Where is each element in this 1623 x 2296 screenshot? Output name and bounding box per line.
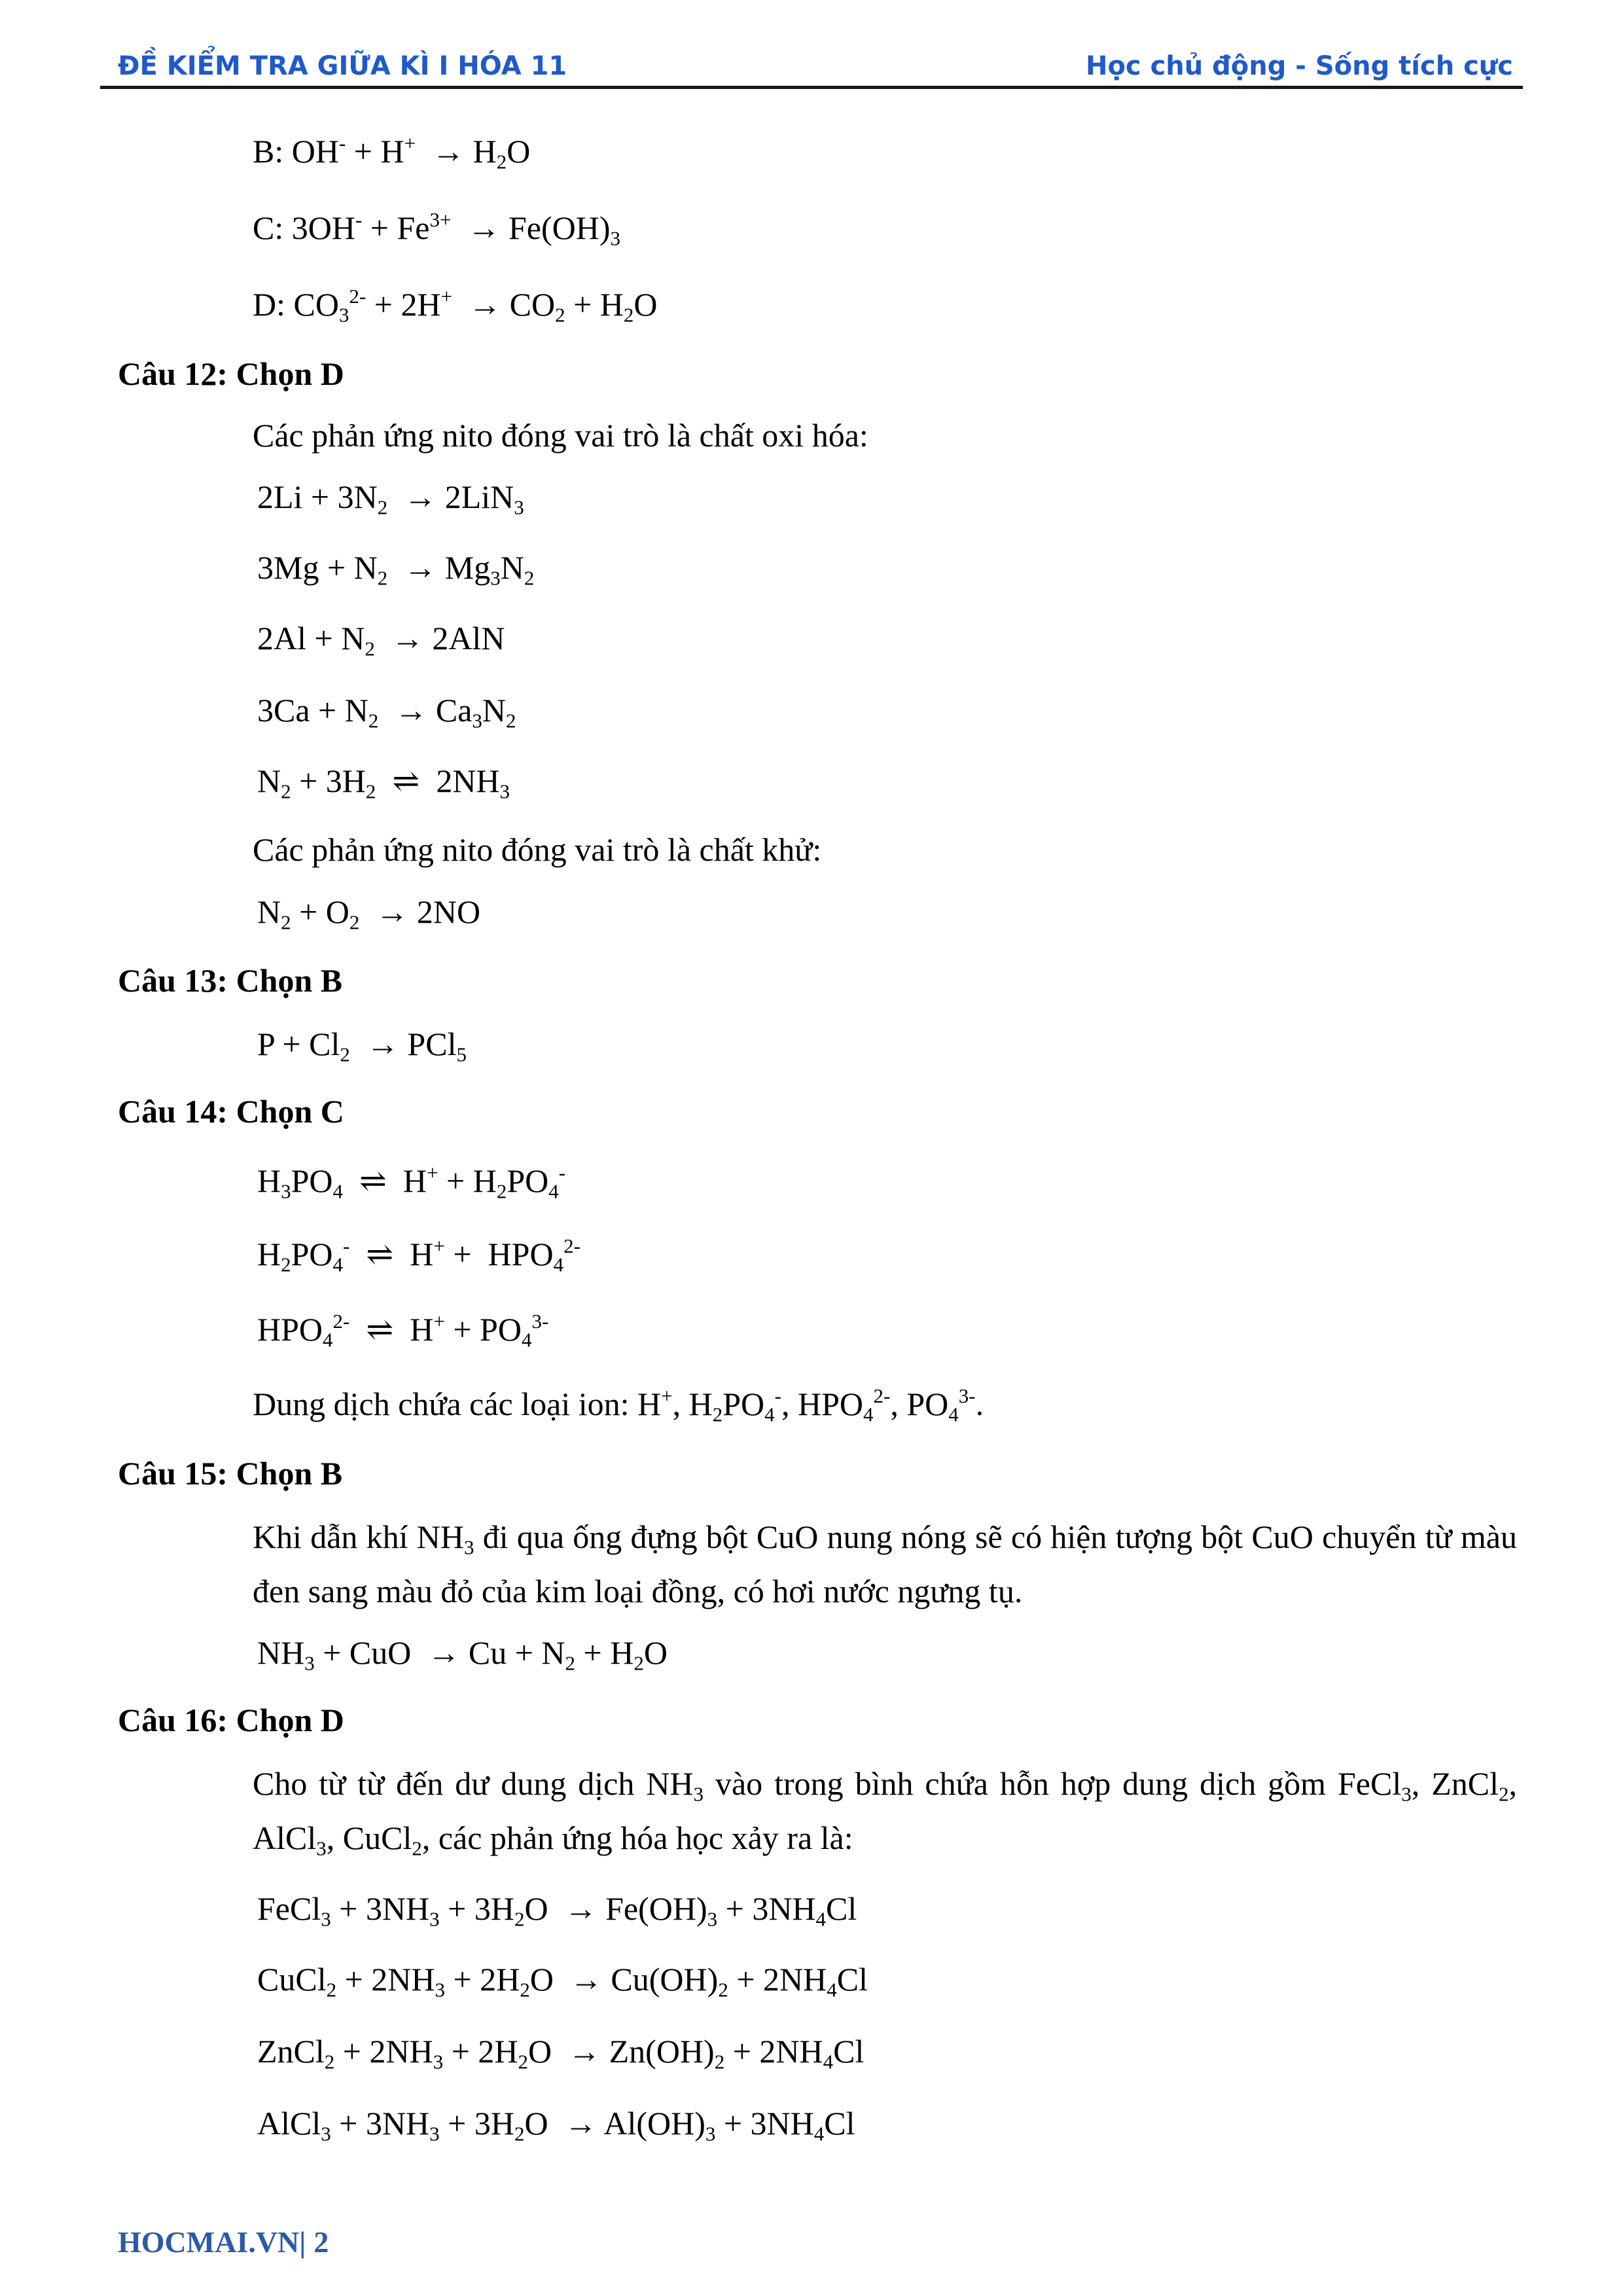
subscript: 3 [463,1535,474,1559]
subscript: 4 [827,1978,837,2001]
question-16-heading: Câu 16: Chọn D [118,1702,344,1738]
superscript: 3- [958,1384,976,1407]
subscript: 2 [368,709,379,732]
formula-text: NH [257,1634,305,1671]
chemical-equation [257,1231,580,1277]
subscript: 2 [281,910,291,934]
superscript: + [440,284,453,308]
footer-separator: | [299,2225,306,2259]
subscript: 2 [365,637,375,660]
subscript: 3 [472,709,482,732]
chemical-equation [257,2028,864,2074]
formula-text: P + Cl [257,1026,340,1062]
formula-text: vào trong bình chứa hỗn hợp dung dịch gồm FeCl [704,1765,1402,1802]
subscript: 3 [321,2122,331,2145]
chemical-equation [257,474,524,520]
chemical-equation [257,1886,857,1931]
question-12-heading: Câu 12: Chọn D [118,355,344,392]
subscript: 4 [823,2050,834,2073]
formula-text: O → Cu(OH) [529,1961,719,1998]
subscript: 2 [520,1978,530,2001]
subscript: 3 [707,1907,718,1931]
formula-text: + 2H [366,286,441,323]
superscript: - [774,1384,781,1407]
option-d-equation [253,281,657,327]
formula-text: N [482,692,507,728]
formula-text: + 2NH [334,2033,433,2070]
subscript: 3 [321,1907,331,1931]
explanation-line-text [253,1761,1517,1806]
superscript: 2- [349,284,366,308]
explanation-line [253,1761,1517,1806]
formula-text: → Fe(OH) [451,209,611,246]
chemical-equation [257,889,480,935]
subscript: 2 [340,1043,350,1066]
superscript: + [433,1234,445,1257]
formula-text: N [500,549,524,586]
superscript: 2- [563,1234,580,1257]
subscript: 3 [435,1978,446,2001]
subscript: 2 [365,780,376,803]
subscript: 4 [548,1179,559,1203]
formula-text: + 3NH [330,2105,430,2142]
ion-summary-text [253,1381,984,1427]
subscript: 2 [281,1253,291,1276]
formula-text: + 2NH [336,1961,435,1998]
formula-text: + 3H [439,2105,514,2142]
subscript: 3 [1401,1782,1412,1806]
formula-text: , CuCl [326,1820,412,1856]
subscript: 2 [514,1907,525,1931]
subscript: 2 [281,780,291,803]
question-15-heading: Câu 15: Chọn B [118,1455,343,1492]
formula-text: + O [291,893,349,930]
formula-text: đi qua ống đựng bột CuO nung nóng sẽ có hiện tượng bột CuO chuyển từ màu [474,1518,1517,1555]
formula-text: + 2H [445,1961,520,1998]
subscript: 2 [514,2122,525,2145]
formula-text: PO [291,1162,333,1199]
formula-text: O → Al(OH) [524,2105,705,2142]
subscript: 2 [718,1978,728,2001]
subscript: 3 [705,2122,716,2145]
formula-text: 3Ca + N [257,692,368,728]
formula-text: PO [507,1162,549,1199]
subscript: 2 [326,1978,337,2001]
formula-text: Khi dẫn khí NH [253,1518,464,1555]
explanation-line [253,1514,1517,1560]
subscript: 2 [714,2050,725,2073]
formula-text: → Ca [378,692,473,728]
formula-text: C: 3OH [253,209,355,246]
subscript: 4 [521,1328,532,1352]
formula-text: CuCl [257,1961,327,1998]
formula-text: + H [575,1634,634,1671]
subscript: 2 [712,1403,723,1426]
formula-text: , H [672,1386,713,1422]
formula-text: Cl [826,1890,857,1927]
formula-text: O → Zn(OH) [528,2033,715,2070]
superscript: - [343,1234,350,1257]
chemical-equation [257,1956,868,2002]
subscript: 2 [555,303,565,327]
formula-text: + 2NH [728,1961,827,1998]
subscript: 2 [377,495,388,519]
formula-text: đen sang màu đỏ của kim loại đồng, có hơi nước ngưng tụ. [253,1573,1023,1609]
superscript: - [355,207,363,231]
formula-text: . [975,1386,984,1422]
formula-text: → H [416,133,497,170]
formula-text: ZnCl [257,2033,325,2070]
chemical-equation [257,1630,668,1676]
formula-text: Dung dịch chứa các loại ion: H [253,1386,662,1422]
formula-text: Các phản ứng nito đóng vai trò là chất oxi hóa: [253,417,868,454]
header-slogan: Học chủ động - Sống tích cực [1085,51,1513,81]
formula-text: N [257,893,281,930]
explanation-line [253,1568,1022,1614]
subscript: 2 [565,1651,576,1675]
formula-text: Cho từ từ đến dư dung dịch NH [253,1765,694,1802]
formula-text: + Fe [362,209,430,246]
formula-text: → Mg [387,549,491,586]
chemical-equation [257,758,510,804]
subscript: 2 [412,1837,422,1860]
formula-text: ⇌ H [349,1311,434,1348]
subscript: 4 [863,1403,874,1426]
oxidizer-intro-text [253,412,868,458]
formula-text: AlCl [253,1820,317,1856]
subscript: 4 [323,1328,333,1352]
superscript: + [404,131,416,154]
formula-text: H [257,1162,281,1199]
subscript: 2 [377,566,388,590]
chemical-equation [257,687,516,733]
subscript: 3 [429,2122,440,2145]
formula-text: + 3H [291,762,366,799]
subscript: 3 [514,495,524,519]
chemical-equation [257,1158,565,1204]
formula-text: ⇌ H [343,1162,427,1199]
superscript: + [427,1160,438,1184]
formula-text: + 3NH [715,2105,814,2142]
formula-text: + CuO → Cu + N [314,1634,565,1671]
subscript: 2 [524,566,535,590]
subscript: 3 [429,1907,440,1931]
formula-text: + 3H [439,1890,514,1927]
superscript: 2- [332,1309,350,1333]
subscript: 2 [518,2050,529,2073]
explanation-line-text [253,1514,1517,1560]
subscript: 2 [496,1179,507,1203]
subscript: 2 [349,910,360,934]
formula-text: ⇌ 2NH [376,762,500,799]
document-title: ĐỀ KIỂM TRA GIỮA KÌ I HÓA 11 [118,51,567,81]
superscript: + [433,1309,445,1333]
reducer-intro-text [253,827,821,872]
chemical-equation [257,1306,548,1352]
formula-text: → PCl [349,1026,457,1062]
subscript: 4 [553,1253,564,1276]
superscript: - [558,1160,566,1184]
superscript: 2- [873,1384,891,1407]
superscript: 3+ [429,207,452,231]
formula-text: PO [291,1236,333,1272]
subscript: 4 [764,1403,775,1426]
formula-text: + 2NH [724,2033,823,2070]
subscript: 3 [490,566,501,590]
superscript: + [661,1384,673,1407]
subscript: 3 [338,303,349,327]
formula-text: + HPO [444,1236,554,1272]
formula-text: O [633,286,658,323]
option-c-equation [253,205,620,251]
formula-text: , các phản ứng hóa học xảy ra là: [421,1820,853,1856]
chemical-equation [257,615,505,661]
formula-text: → CO [452,286,556,323]
formula-text: O [507,133,531,170]
subscript: 3 [499,780,510,803]
subscript: 3 [433,2050,444,2073]
formula-text: + H [346,133,404,170]
formula-text: + 2H [443,2033,518,2070]
formula-text: + 3NH [330,1890,430,1927]
formula-text: → 2AlN [374,620,505,656]
formula-text: Cl [833,2033,865,2070]
formula-text: B: OH [253,133,339,170]
formula-text: H [257,1236,281,1272]
formula-text: + H [438,1162,497,1199]
subscript: 2 [1498,1782,1509,1806]
subscript: 3 [281,1179,291,1203]
formula-text: 2Li + 3N [257,478,378,515]
formula-text: → 2NO [359,893,481,930]
chemical-equation [257,2100,855,2146]
page-number: 2 [313,2225,329,2259]
formula-text: HPO [257,1311,323,1348]
formula-text: Cl [836,1961,868,1998]
formula-text: D: CO [253,286,339,323]
formula-text: PO [722,1386,765,1422]
subscript: 3 [610,226,621,250]
chemical-equation [257,545,534,590]
chemical-equation [257,1021,467,1067]
subscript: 2 [623,303,634,327]
formula-text: O → Fe(OH) [524,1890,707,1927]
formula-text: Cl [824,2105,855,2142]
explanation-line [253,1815,853,1861]
formula-text: 3Mg + N [257,549,378,586]
formula-text: , ZnCl [1411,1765,1499,1802]
subscript: 2 [324,2050,335,2073]
formula-text: O [643,1634,668,1671]
formula-text: FeCl [257,1890,321,1927]
subscript: 2 [506,709,516,732]
subscript: 4 [948,1403,959,1426]
question-13-heading: Câu 13: Chọn B [118,962,343,999]
subscript: 4 [332,1253,344,1276]
formula-text: + 3NH [717,1890,816,1927]
formula-text: , HPO [781,1386,863,1422]
subscript: 4 [815,1907,827,1931]
formula-text: ⇌ H [349,1236,434,1272]
formula-text: , [1508,1765,1517,1802]
footer-brand: HOCMAI.VN [118,2225,300,2259]
subscript: 2 [496,150,507,173]
formula-text: + PO [444,1311,522,1348]
formula-text: + H [565,286,624,323]
subscript: 3 [693,1782,704,1806]
formula-text: → 2LiN [387,478,514,515]
question-14-heading: Câu 14: Chọn C [118,1093,344,1130]
formula-text: N [257,762,281,799]
subscript: 2 [633,1651,644,1675]
formula-text: , PO [890,1386,949,1422]
subscript: 4 [332,1179,344,1203]
formula-text: 2Al + N [257,620,365,656]
page-footer [118,2223,329,2262]
header-divider [100,86,1523,89]
superscript: - [338,131,346,154]
superscript: 3- [531,1309,549,1333]
subscript: 3 [304,1651,315,1675]
subscript: 5 [456,1043,467,1066]
formula-text: AlCl [257,2105,321,2142]
formula-text: Các phản ứng nito đóng vai trò là chất khử: [253,831,822,868]
subscript: 3 [316,1837,327,1860]
option-b-equation [253,128,530,174]
subscript: 4 [813,2122,825,2145]
